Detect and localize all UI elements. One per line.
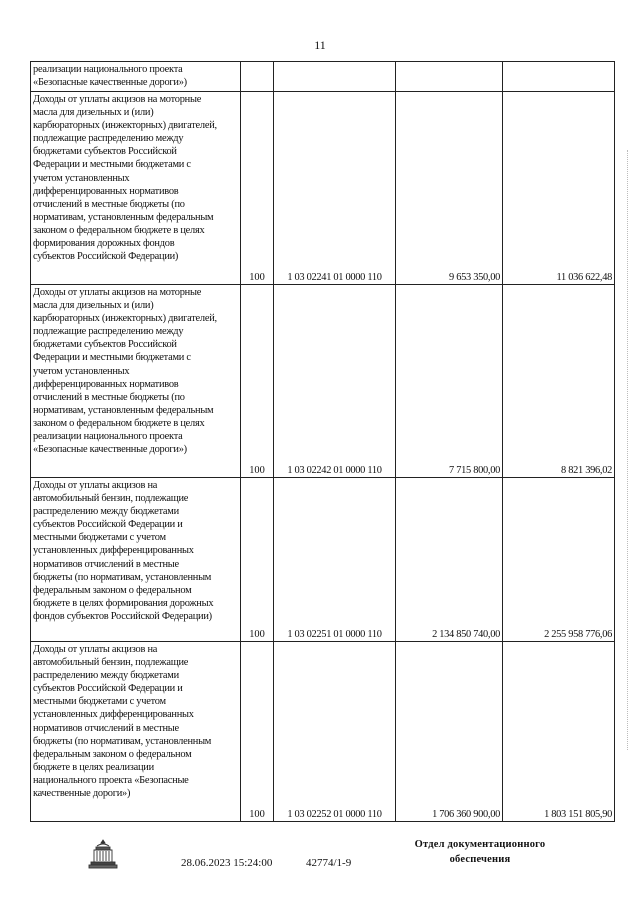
row-description: Доходы от уплаты акцизов на автомобильный бензин, подлежащие распределению между бюджетами субъектов Российской Федерации и местными бюджетами с учетом установленных дифференцированных нормативов отчислений в местные бюджеты (по нормативам, установленным федеральным законом о федеральном бюджете в целях формирования дорожных фондов субъектов Российской Федерации) [31,478,241,642]
admin-code-cell: 100 [241,285,274,478]
admin-code-cell: 100 [241,92,274,285]
page-number: 11 [314,38,326,52]
stamp-date: 28.06.2023 15:24:00 [181,857,273,869]
amount-plan-cell: 1 706 360 900,00 [396,642,503,822]
scan-margin-artifact [627,150,629,750]
amount-plan-cell: 2 134 850 740,00 [396,478,503,642]
admin-code-cell [241,62,274,92]
amount-fact-cell: 8 821 396,02 [503,285,615,478]
revenue-table [30,61,615,822]
amount-plan-cell [396,62,503,92]
table-row [31,478,615,642]
amount-fact-cell: 11 036 622,48 [503,92,615,285]
stamp-department-line: обеспечения [449,854,511,865]
row-description: Доходы от уплаты акцизов на автомобильный бензин, подлежащие распределению между бюджетами субъектов Российской Федерации и местными бюджетами с учетом установленных дифференцированных нормативов отчислений в местные бюджеты (по нормативам, установленным федеральным законом о федеральном бюджете в целях реализации национального проекта «Безопасные качественные дороги») [31,642,241,822]
amount-plan-cell: 9 653 350,00 [396,92,503,285]
table-row [31,62,615,92]
amount-plan-cell: 7 715 800,00 [396,285,503,478]
amount-fact-cell [503,62,615,92]
amount-fact-cell: 2 255 958 776,06 [503,478,615,642]
coat-of-arms-icon [88,838,118,870]
stamp-department-line: Отдел документационного [414,839,546,850]
admin-code-cell: 100 [241,642,274,822]
kbk-code-cell: 1 03 02252 01 0000 110 [274,642,396,822]
table-row [31,642,615,822]
row-description: Доходы от уплаты акцизов на моторные масла для дизельных и (или) карбюраторных (инжекторных) двигателей, подлежащие распределению между бюджетами субъектов Российской Федерации и местными бюджетами с учетом установленных дифференцированных нормативов отчислений в местные бюджеты (по нормативам, установленным федеральным законом о федеральном бюджете в целях реализации национального проекта «Безопасные качественные дороги») [31,285,241,478]
admin-code-cell: 100 [241,478,274,642]
kbk-code-cell: 1 03 02241 01 0000 110 [274,92,396,285]
kbk-code-cell: 1 03 02251 01 0000 110 [274,478,396,642]
amount-fact-cell: 1 803 151 805,90 [503,642,615,822]
stamp-department [405,837,555,867]
row-description: Доходы от уплаты акцизов на моторные масла для дизельных и (или) карбюраторных (инжекторных) двигателей, подлежащие распределению между бюджетами субъектов Российской Федерации и местными бюджетами с учетом установленных дифференцированных нормативов отчислений в местные бюджеты (по нормативам, установленным федеральным законом о федеральном бюджете в целях формирования дорожных фондов субъектов Российской Федерации) [31,92,241,285]
document-footer [0,830,640,904]
table-row [31,285,615,478]
kbk-code-cell: 1 03 02242 01 0000 110 [274,285,396,478]
kbk-code-cell [274,62,396,92]
row-description: реализации национального проекта «Безопасные качественные дороги») [31,62,241,92]
table-row [31,92,615,285]
stamp-document-number: 42774/1-9 [306,857,352,869]
